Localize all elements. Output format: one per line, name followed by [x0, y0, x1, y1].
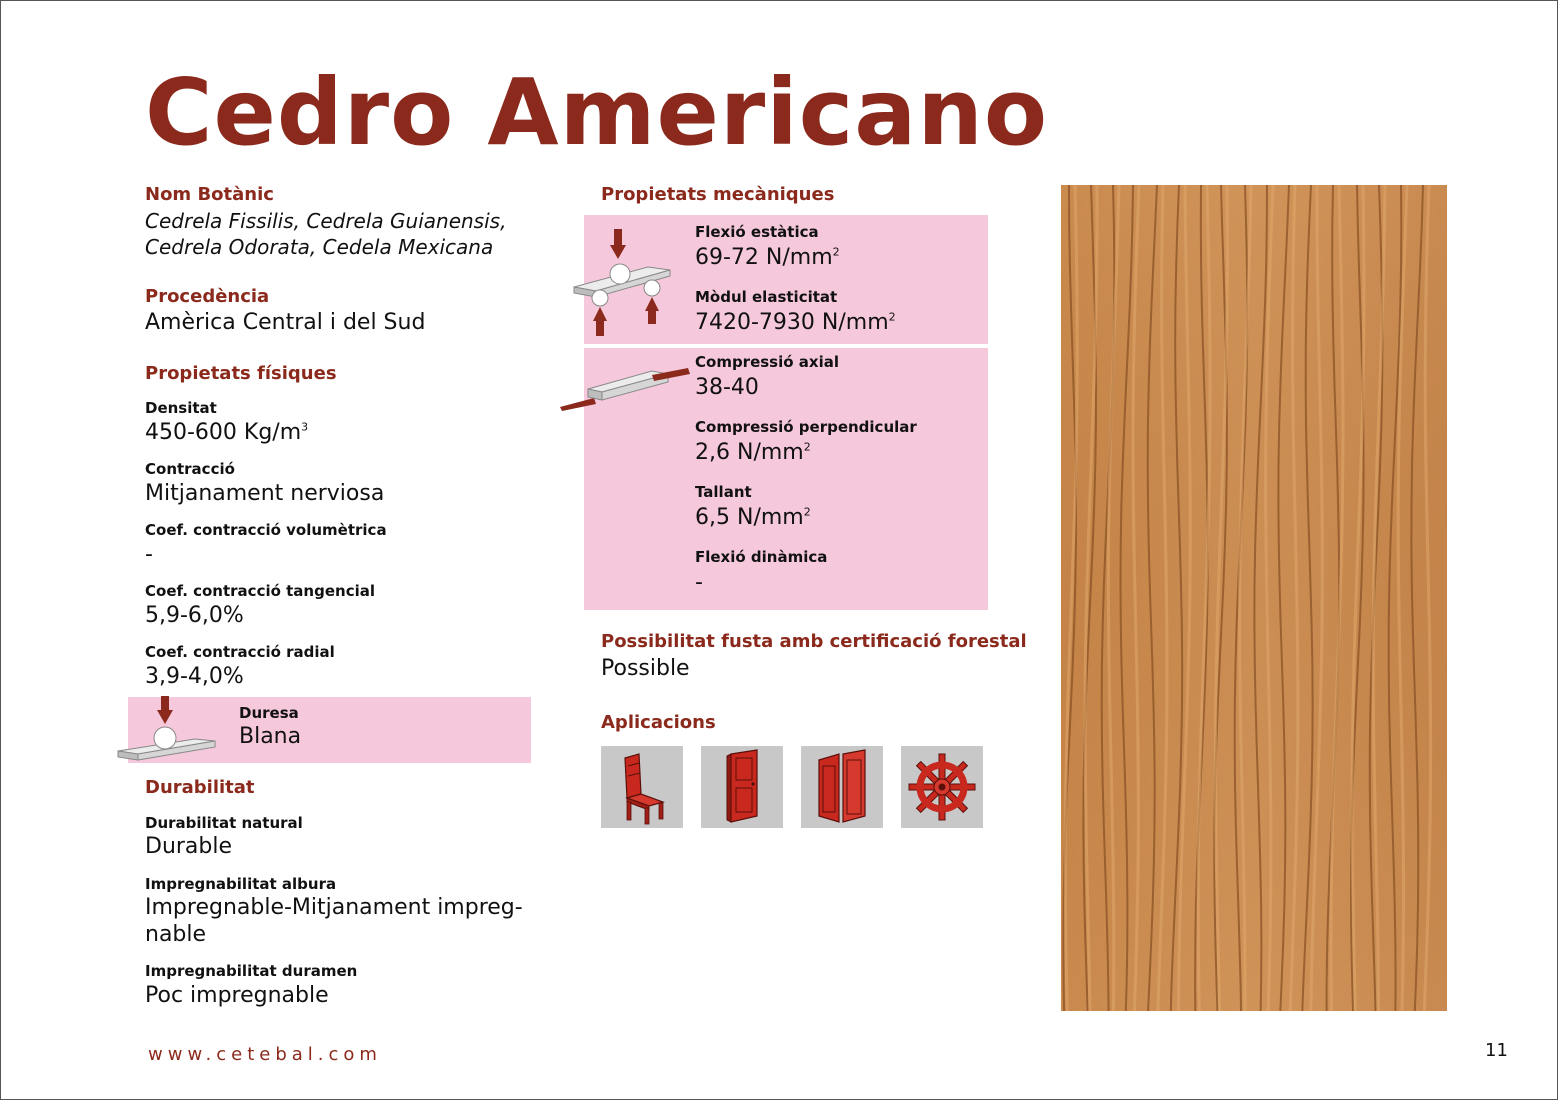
volumetric-label: Coef. contracció volumètrica: [145, 521, 387, 539]
hardness-label: Duresa: [239, 704, 299, 722]
elasticity-value: 7420-7930 $N/mm^2$: [695, 310, 896, 335]
natural-durability-value: Durable: [145, 834, 233, 859]
page-number: 11: [1485, 1040, 1508, 1061]
door-icon: [701, 746, 783, 828]
tangential-value: 5,9-6,0%: [145, 603, 244, 628]
ship-wheel-icon: [901, 746, 983, 828]
contraction-label: Contracció: [145, 460, 235, 478]
botanic-line-1: Cedrela Fissilis, Cedrela Guianensis,: [145, 209, 507, 233]
footer-website[interactable]: www.cetebal.com: [148, 1044, 382, 1065]
chair-icon: [601, 746, 683, 828]
static-flexion-value: 69-72 $N/mm^2$: [695, 245, 840, 270]
albura-value-line-1: Impregnable-Mitjanament impreg-: [145, 895, 523, 920]
certification-value: Possible: [601, 656, 690, 681]
radial-value: 3,9-4,0%: [145, 664, 244, 689]
bending-test-icon: [570, 225, 675, 340]
botanic-line-2: Cedrela Odorata, Cedela Mexicana: [145, 235, 494, 259]
origin-value: Amèrica Central i del Sud: [145, 310, 426, 335]
albura-label: Impregnabilitat albura: [145, 875, 337, 893]
botanic-heading: Nom Botànic: [145, 184, 274, 205]
tangential-label: Coef. contracció tangencial: [145, 582, 375, 600]
hardness-test-icon: [115, 693, 220, 768]
wood-sample-image: [1061, 185, 1447, 1011]
axial-compression-icon: [560, 365, 695, 413]
duramen-label: Impregnabilitat duramen: [145, 962, 358, 980]
dynamic-flexion-label: Flexió dinàmica: [695, 548, 828, 566]
albura-value-line-2: nable: [145, 922, 207, 947]
density-label: Densitat: [145, 399, 217, 417]
axial-compression-label: Compressió axial: [695, 353, 839, 371]
shear-label: Tallant: [695, 483, 752, 501]
certification-heading: Possibilitat fusta amb certificació forestal: [601, 631, 1027, 652]
natural-durability-label: Durabilitat natural: [145, 814, 303, 832]
static-flexion-label: Flexió estàtica: [695, 223, 819, 241]
origin-heading: Procedència: [145, 286, 270, 307]
axial-compression-value: 38-40: [695, 375, 759, 400]
perpendicular-compression-value: 2,6 $N/mm^2$: [695, 440, 811, 465]
contraction-value: Mitjanament nerviosa: [145, 481, 385, 506]
perpendicular-compression-label: Compressió perpendicular: [695, 418, 917, 436]
durability-heading: Durabilitat: [145, 777, 255, 798]
mechanical-heading: Propietats mecàniques: [601, 184, 835, 205]
density-value: 450-600 $Kg/m^3$: [145, 420, 309, 445]
applications-heading: Aplicacions: [601, 712, 716, 733]
page-title: Cedro Americano: [145, 59, 1049, 166]
hardness-value: Blana: [239, 724, 302, 749]
volumetric-value: -: [145, 542, 153, 567]
shear-value: 6,5 $N/mm^2$: [695, 505, 811, 530]
radial-label: Coef. contracció radial: [145, 643, 335, 661]
physical-heading: Propietats físiques: [145, 363, 337, 384]
elasticity-label: Mòdul elasticitat: [695, 288, 838, 306]
duramen-value: Poc impregnable: [145, 983, 329, 1008]
double-door-icon: [801, 746, 883, 828]
dynamic-flexion-value: -: [695, 570, 703, 595]
